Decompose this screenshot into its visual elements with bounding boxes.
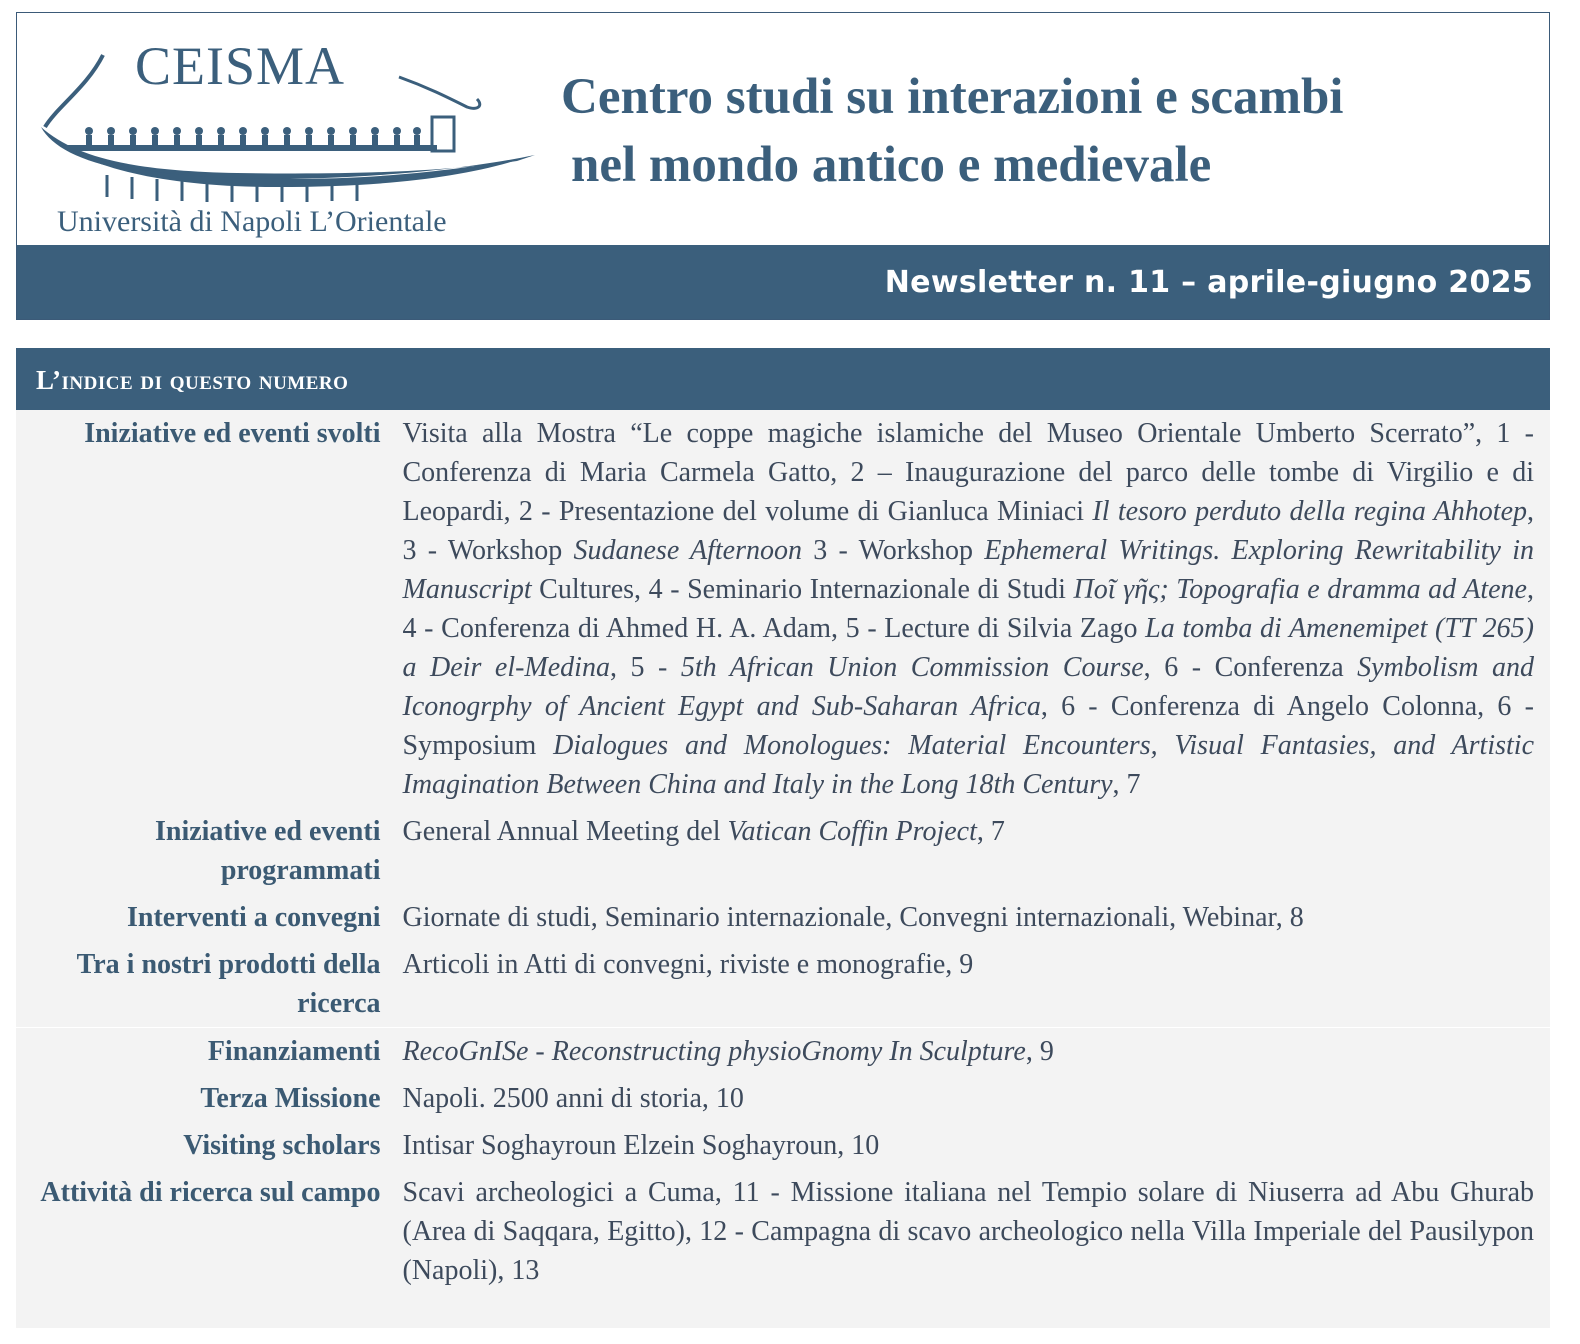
italic-title: RecoGnISe - Reconstructing physioGnomy In Sculpture (402, 1036, 1026, 1067)
italic-title: La tomba di Amenemipet (TT 265) a Deir el-Medina (402, 613, 1534, 683)
italic-title: Vatican Coffin Project (727, 816, 977, 847)
text-segment: , 6 - Conferenza (1143, 652, 1358, 683)
masthead (16, 12, 1550, 320)
text-segment: General Annual Meeting del (402, 816, 728, 847)
index-row-content (403, 1075, 1551, 1122)
index-row (16, 808, 1550, 894)
text-segment: , 4 - Conferenza di Ahmed H. A. Adam, 5 - Lecture di Silvia Zago (402, 574, 1534, 644)
newsletter-bar (17, 245, 1549, 319)
ceisma-logo[interactable] (27, 37, 537, 237)
index-row-label: Visiting scholars (183, 1130, 381, 1161)
italic-title: Ephemeral Writings. Exploring Rewritability in Manuscript (402, 535, 1535, 605)
index-row-label: Iniziative ed eventi svolti (84, 418, 381, 449)
center-title (561, 63, 1343, 199)
logo-university: Università di Napoli L’Orientale (57, 205, 447, 238)
index-row-label: Tra i nostri prodotti della ricerca (16, 941, 403, 1028)
text-segment: Giornate di studi, Seminario internazionale, Convegni internazionali, Webinar, 8 (402, 902, 1304, 933)
index-table (16, 410, 1550, 1294)
index-row (16, 1075, 1550, 1122)
text-segment: Napoli. 2500 anni di storia, 10 (402, 1083, 744, 1114)
index-row (16, 410, 1550, 808)
index-heading: L’indice di questo numero (16, 348, 1550, 410)
text-segment: Visita alla Mostra “Le coppe magiche islamiche del Museo Orientale Umberto Scerrato”, 1 - Conferenza di Maria Carmela Gatto, 2 – Inaugurazione del parco delle tombe di Virgilio e di Leopardi, 2 - Presentazione del volume di Gianluca Miniaci (402, 418, 1534, 527)
italic-title: 5th African Union Commission Course (680, 652, 1144, 683)
index-row-label: Finanziamenti (207, 1036, 381, 1067)
text-segment: 3 - Workshop (802, 535, 985, 566)
index-row (16, 894, 1550, 941)
index-row-content (403, 1028, 1551, 1076)
newsletter-issue: Newsletter n. 11 – aprile-giugno 2025 (884, 265, 1533, 300)
index-row-content (403, 808, 1551, 894)
title-line-2: nel mondo antico e medievale (571, 137, 1212, 193)
italic-title: Symbolism and Iconogrphy of Ancient Egypt and Sub-Saharan Africa (402, 652, 1535, 722)
index-row-content (403, 410, 1551, 808)
text-segment: Cultures, 4 - Seminario Internazionale di Studi (531, 574, 1074, 605)
text-segment: Scavi archeologici a Cuma, 11 - Missione italiana nel Tempio solare di Niuserra ad Abu Ghurab (Area di Saqqara, Egitto), 12 - Campagna di scavo archeologico nella Villa Imperiale del Pausilypon (Napoli), 13 (402, 1177, 1534, 1286)
text-segment: Intisar Soghayroun Elzein Soghayroun, 10 (402, 1130, 880, 1161)
index-section (16, 348, 1550, 1328)
italic-title: Dialogues and Monologues: Material Encounters, Visual Fantasies, and Artistic Imagination Between China and Italy in the Long 18th Century (402, 730, 1535, 800)
text-segment: Articoli in Atti di convegni, riviste e monografie, 9 (402, 949, 974, 980)
index-row-content (403, 894, 1551, 941)
index-row-label: Attività di ricerca sul campo (40, 1177, 381, 1208)
index-row (16, 1169, 1550, 1294)
index-row-content (403, 1169, 1551, 1294)
index-row-content (403, 941, 1551, 1028)
text-segment: , 5 - (609, 652, 681, 683)
title-line-1: Centro studi su interazioni e scambi (561, 69, 1344, 125)
text-segment: , 6 - Conferenza di Angelo Colonna, 6 - Symposium (402, 691, 1534, 761)
index-row-label: Terza Missione (200, 1083, 381, 1114)
italic-title: Ποῖ γῆς; Topografia e dramma ad Atene (1073, 574, 1527, 605)
logo-name: CEISMA (135, 36, 346, 96)
index-row-label: Iniziative ed eventi programmati (154, 816, 381, 886)
italic-title: Il tesoro perduto della regina Ahhotep (1092, 496, 1527, 527)
text-segment: , 7 (1112, 769, 1141, 800)
italic-title: Sudanese Afternoon (573, 535, 802, 566)
index-row-content (403, 1122, 1551, 1169)
text-segment: , 3 - Workshop (402, 496, 1534, 566)
index-row (16, 941, 1550, 1028)
text-segment: , 9 (1025, 1036, 1054, 1067)
index-row (16, 1028, 1550, 1076)
text-segment: , 7 (976, 816, 1005, 847)
index-row-label: Interventi a convegni (126, 902, 381, 933)
index-row (16, 1122, 1550, 1169)
